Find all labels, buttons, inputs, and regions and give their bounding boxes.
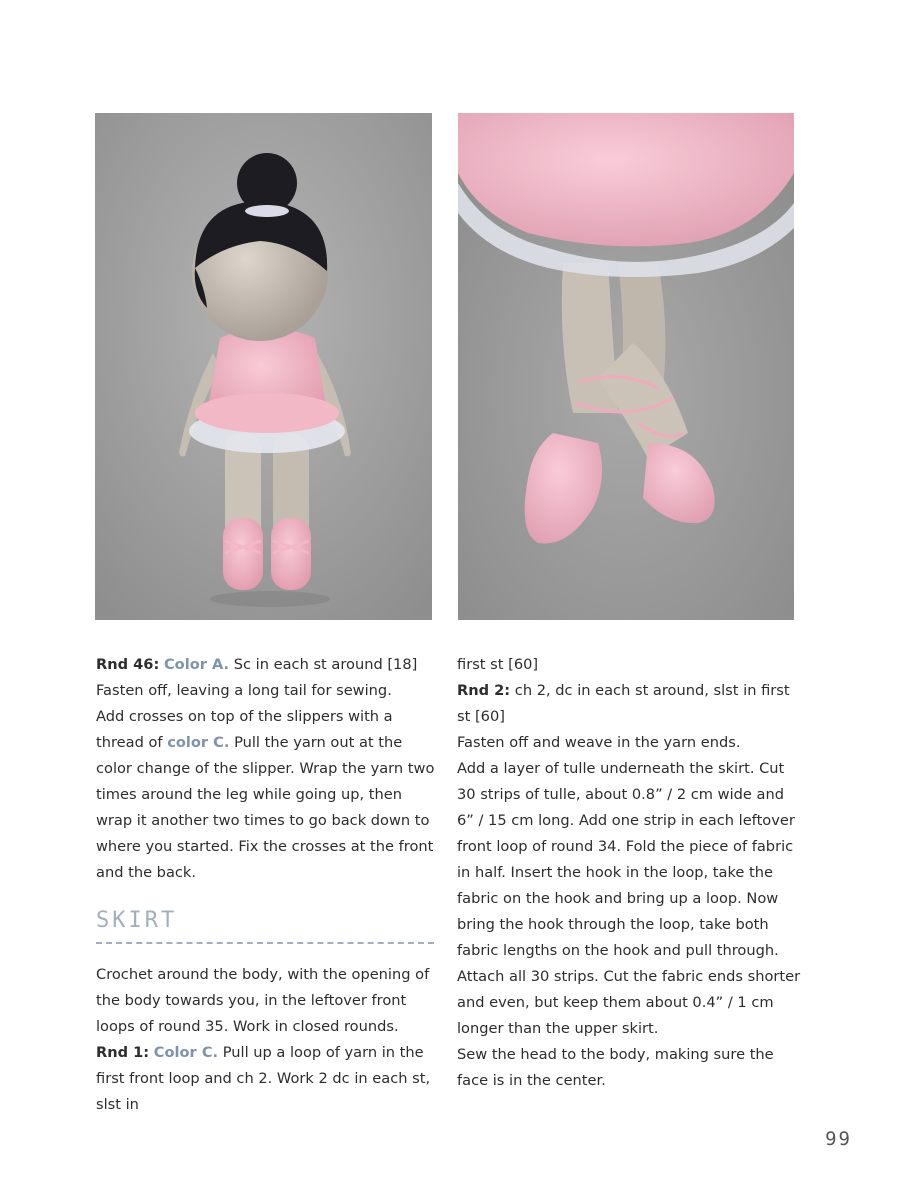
doll-slippers-closeup-photo [458, 113, 794, 620]
instruction-text: Pull the yarn out at the color change of the slipper. Wrap the yarn two times around the leg while going up, then wrap it another two times to go back down to where you started. Fix the crosses at the front and the back. [96, 734, 435, 881]
section-heading-skirt: SKIRT [96, 908, 178, 933]
sew-head-paragraph: Sew the head to the body, making sure the face is in the center. [457, 1046, 774, 1089]
instruction-text: Add crosses on top of the slippers with a thread of [96, 708, 393, 751]
left-text-column [96, 652, 441, 1118]
weave-paragraph: Fasten off and weave in the yarn ends. [457, 734, 741, 751]
crosses-paragraph [96, 704, 441, 886]
dashed-divider [96, 942, 434, 944]
doll-full-body-photo [95, 113, 432, 620]
instruction-text: Sc in each st around [18] [229, 656, 418, 673]
instruction-text: ch 2, dc in each st around, slst in first st [60] [457, 682, 790, 725]
instruction-text: Pull up a loop of yarn in the first front loop and ch 2. Work 2 dc in each st, slst in [96, 1044, 431, 1113]
right-text-column [457, 652, 802, 1094]
fasten-off-paragraph: Fasten off, leaving a long tail for sewing. [96, 682, 392, 699]
continued-paragraph: first st [60] [457, 656, 539, 673]
page-number: 99 [825, 1128, 852, 1150]
rnd-1-paragraph [96, 1040, 441, 1118]
skirt-intro-paragraph: Crochet around the body, with the opening of the body towards you, in the leftover front loops of round 35. Work in closed rounds. [96, 966, 430, 1035]
rnd-46-paragraph [96, 652, 441, 678]
round-label: Rnd 2: [457, 682, 511, 699]
round-label: Rnd 46: [96, 656, 160, 673]
color-label: color C. [167, 734, 230, 751]
tulle-paragraph: Add a layer of tulle underneath the skirt. Cut 30 strips of tulle, about 0.8” / 2 cm wide and 6” / 15 cm long. Add one strip in each leftover front loop of round 34. Fold the piece of fabric in half. Insert the hook in the loop, take the fabric on the hook and bring up a loop. Now bring the hook through the loop, take both fabric lengths on the hook and pull through. Attach all 30 strips. Cut the fabric ends shorter and even, but keep them about 0.4” / 1 cm longer than the upper skirt. [457, 760, 801, 1037]
color-label: Color A. [163, 656, 230, 673]
rnd-2-paragraph [457, 678, 802, 730]
round-label: Rnd 1: [96, 1044, 150, 1061]
color-label: Color C. [153, 1044, 219, 1061]
